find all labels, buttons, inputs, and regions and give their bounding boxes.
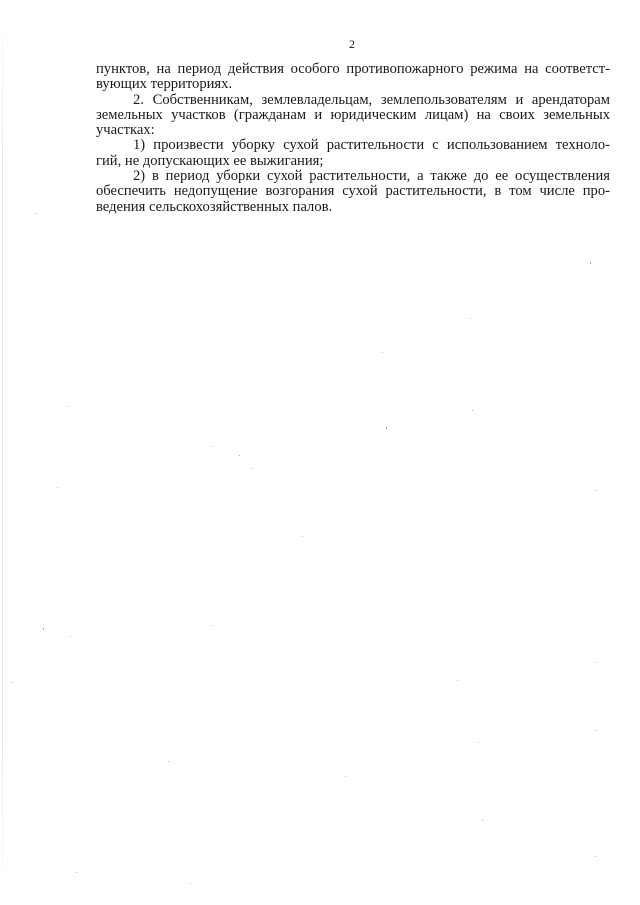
scan-speck: [482, 820, 483, 821]
body-line: обеспечить недопущение возгорания сухой растительности, в том числе про-: [96, 183, 610, 200]
scan-speck: [595, 856, 596, 857]
body-line: вующих территориях.: [96, 76, 233, 93]
scan-speck: [595, 662, 596, 663]
document-body: [96, 62, 610, 215]
body-line: ведения сельскохозяйственных палов.: [96, 198, 333, 215]
scan-speck: [470, 318, 471, 319]
scan-speck: [472, 410, 473, 411]
scan-speck: [68, 406, 69, 407]
body-line: 1) произвести уборку сухой растительности с использованием техноло-: [133, 137, 610, 154]
scan-speck: [190, 883, 191, 884]
scan-speck: [595, 490, 596, 491]
scan-edge-shadow: [2, 0, 3, 905]
body-line: 2) в период уборки сухой растительности, а также до ее осуществления: [133, 168, 610, 185]
body-line: гий, не допускающих ее выжигания;: [96, 152, 324, 169]
scan-speck: [382, 352, 383, 353]
scan-speck: [36, 213, 37, 214]
scan-speck: [457, 680, 458, 681]
scan-speck: [386, 427, 387, 429]
scan-speck: [302, 536, 303, 537]
scan-speck: [212, 625, 213, 626]
scan-speck: [76, 872, 77, 873]
scan-speck: [345, 776, 346, 777]
scan-speck: [70, 636, 71, 637]
scan-speck: [252, 468, 253, 469]
body-line: земельных участков (гражданам и юридическим лицам) на своих земельных: [96, 106, 610, 123]
scan-speck: [57, 487, 58, 488]
scan-speck: [478, 742, 479, 743]
scan-speck: [590, 262, 591, 264]
scan-speck: [212, 446, 213, 447]
scan-speck: [239, 455, 240, 456]
scan-speck: [43, 628, 44, 630]
scan-speck: [595, 730, 596, 731]
body-line: участках:: [96, 122, 155, 139]
scan-speck: [168, 761, 169, 762]
page-number: 2: [349, 37, 355, 51]
body-line: 2. Собственникам, землевладельцам, землепользователям и арендаторам: [133, 91, 610, 108]
body-line: пунктов, на период действия особого противопожарного режима на соответст-: [96, 61, 610, 77]
scan-speck: [12, 682, 13, 683]
